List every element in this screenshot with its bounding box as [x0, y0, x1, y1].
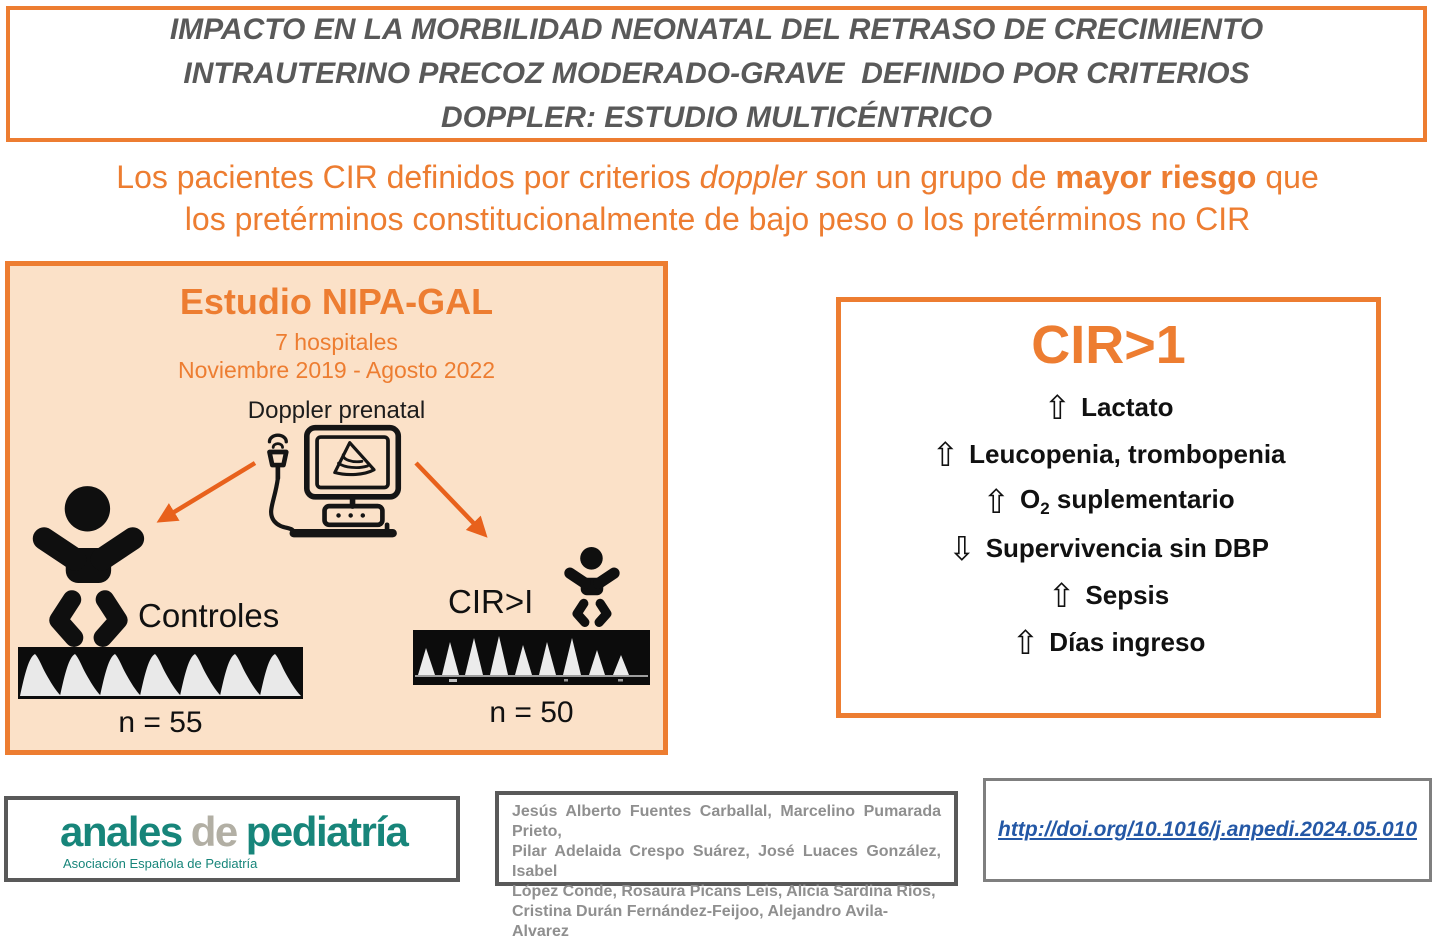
study-hospitals: 7 hospitales [275, 329, 398, 355]
author-line: Pilar Adelaida Crespo Suárez, José Luaces González, Isabel [512, 843, 941, 880]
journal-logo [60, 808, 407, 856]
up-arrow-icon: ⇧ [1047, 577, 1076, 614]
outcome-item [1012, 619, 1206, 666]
cir-sample-size: n = 50 [489, 696, 574, 729]
title-box [6, 6, 1427, 142]
authors-box [495, 791, 958, 940]
doppler-prenatal-label: Doppler prenatal [247, 397, 426, 424]
key-message-segment: son un grupo de [806, 159, 1056, 195]
outcome-item [931, 431, 1285, 478]
ultrasound-machine-icon [262, 424, 402, 550]
doppler-waveform-cir [413, 630, 650, 685]
doppler-waveform-controls [18, 647, 303, 699]
key-message-segment-italic: doppler [699, 159, 807, 195]
controls-group-label: Controles [138, 597, 280, 634]
key-message [0, 156, 1435, 240]
outcomes-panel [836, 297, 1381, 718]
outcome-item [1048, 572, 1169, 619]
journal-logo-word: anales [60, 808, 182, 855]
study-period: Noviembre 2019 - Agosto 2022 [177, 357, 496, 383]
up-arrow-icon: ⇧ [1043, 389, 1072, 426]
journal-association: Asociación Española de Pediatría [63, 856, 258, 871]
outcome-label: $O_2$ suplementario [1020, 483, 1235, 519]
outcome-item [1043, 384, 1173, 431]
study-name: Estudio NIPA-GAL [179, 281, 494, 322]
doi-box [983, 778, 1432, 882]
title-line: DOPPLER: ESTUDIO MULTICÉNTRICO [440, 101, 993, 134]
journal-logo-word: de [190, 808, 237, 855]
up-arrow-icon: ⇧ [1011, 624, 1040, 661]
study-panel-header [10, 282, 663, 384]
outcome-label: Lactato [1081, 392, 1174, 422]
author-line: Cristina Durán Fernández-Feijoo, Alejandro Avila-Alvarez [512, 903, 889, 940]
outcomes-list [931, 384, 1285, 666]
author-line: Jesús Alberto Fuentes Carballal, Marcelino Pumarada Prieto, [512, 803, 941, 840]
title-line: INTRAUTERINO PRECOZ MODERADO-GRAVE DEFINIDO POR CRITERIOS [183, 57, 1250, 90]
journal-logo-word: pediatría [245, 808, 408, 855]
journal-logo-box [4, 796, 460, 882]
baby-icon-cir [562, 546, 624, 628]
title-line: IMPACTO EN LA MORBILIDAD NEONATAL DEL RETRASO DE CRECIMIENTO [169, 13, 1264, 46]
arrow-to-cir-icon [410, 458, 500, 543]
key-message-segment: Los pacientes CIR definidos por criterios [116, 159, 700, 195]
controls-sample-size: n = 55 [118, 706, 203, 739]
arrow-to-controls-icon [145, 458, 260, 533]
baby-icon-controls [28, 484, 153, 649]
author-line: López Conde, Rosaura Picans Leis, Alicia Sardina Ríos, [512, 883, 936, 900]
key-message-segment: los pretérminos constitucionalmente de bajo peso o los pretérminos no CIR [184, 201, 1251, 237]
doi-link[interactable]: http://doi.org/10.1016/j.anpedi.2024.05.010 [998, 818, 1417, 841]
outcome-label: Leucopenia, trombopenia [969, 439, 1286, 469]
outcome-item [948, 525, 1269, 572]
down-arrow-icon: ⇩ [948, 530, 976, 567]
outcomes-heading: CIR>1 [1031, 315, 1186, 375]
key-message-segment-bold: mayor riesgo [1055, 159, 1257, 195]
outcome-item [982, 478, 1234, 525]
up-arrow-icon: ⇧ [931, 436, 960, 473]
outcome-label: Sepsis [1085, 580, 1170, 610]
up-arrow-icon: ⇧ [982, 483, 1010, 520]
key-message-segment: que [1256, 159, 1319, 195]
outcome-label: Supervivencia sin DBP [985, 533, 1269, 563]
outcome-label: Días ingreso [1049, 627, 1206, 657]
study-panel [5, 261, 668, 755]
cir-group-label: CIR>I [448, 583, 534, 620]
